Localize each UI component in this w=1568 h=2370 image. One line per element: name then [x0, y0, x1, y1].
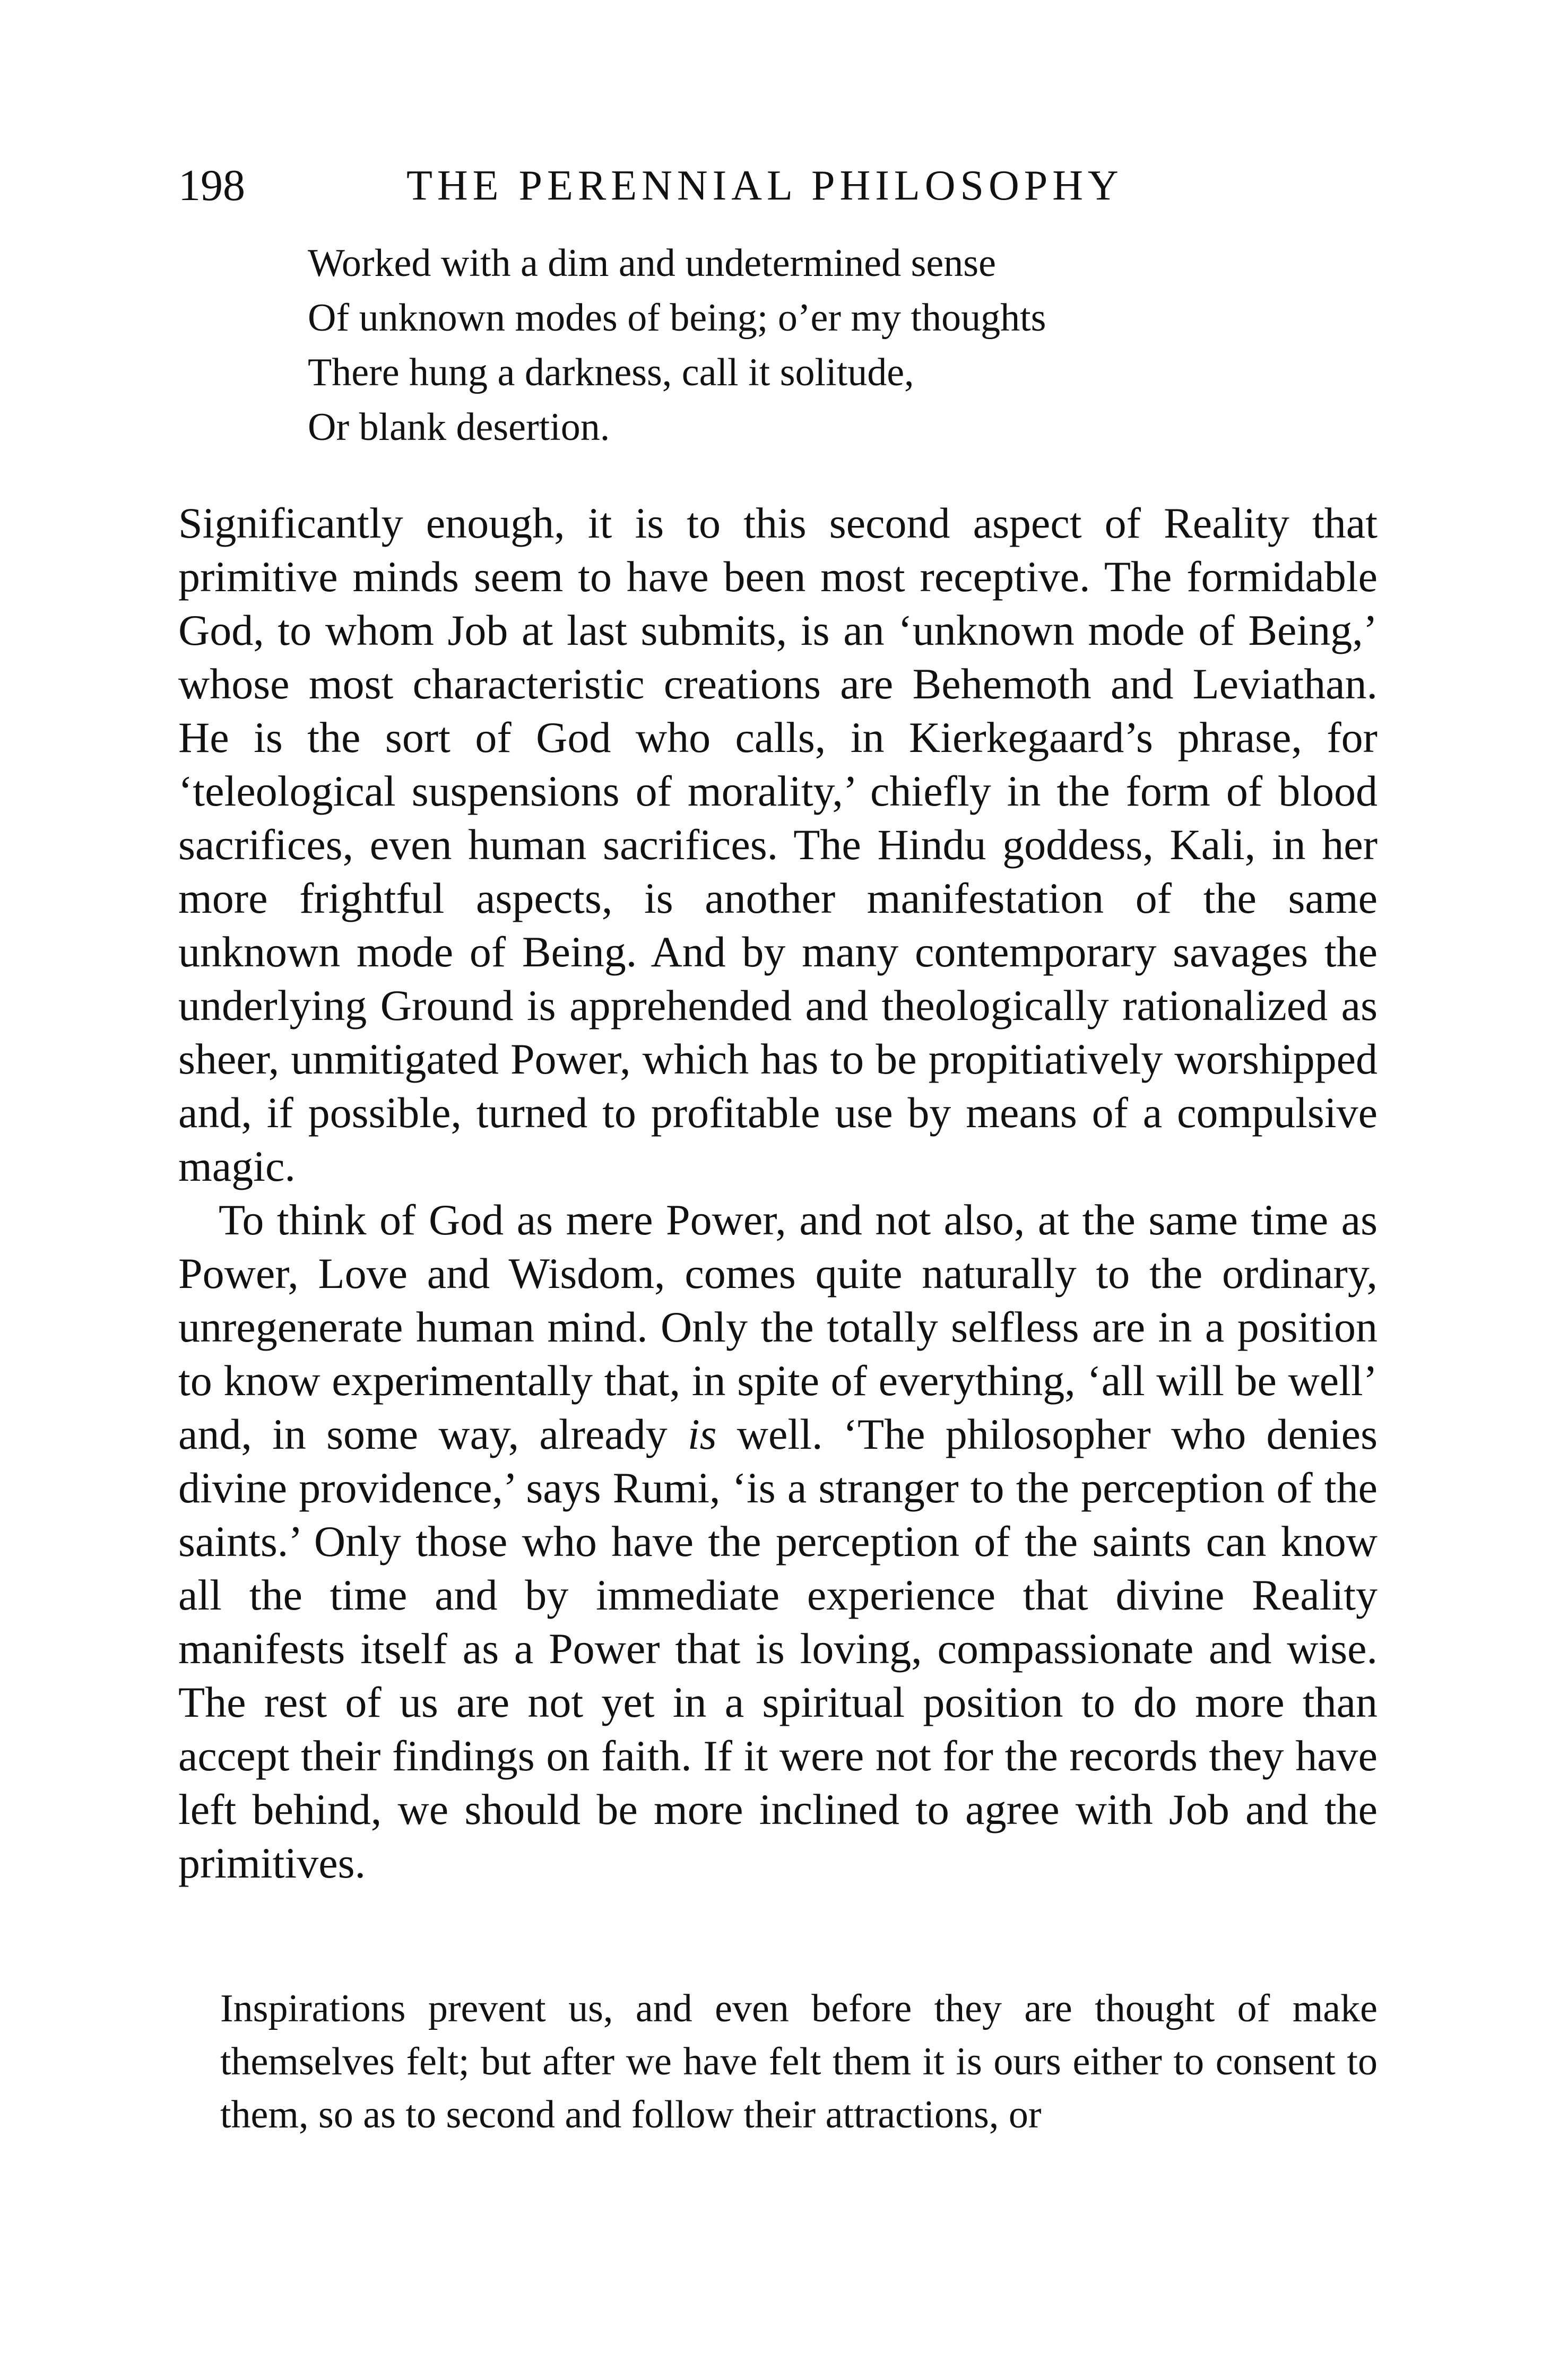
body-text: [178, 496, 1378, 1890]
page-number: 198: [178, 161, 245, 210]
paragraph-text: well. ‘The philosopher who denies divine providence,’ says Rumi, ‘is a stranger to the perception of the saints.’ Only those who have the perception of the saints can know all the time and by immediate experience that divine Reality manifests itself as a Power that is loving, compassionate and wise. The rest of us are not yet in a spiritual position to do more than accept their findings on faith. If it were not for the records they have left behind, we should be more inclined to agree with Job and the primitives.: [178, 1410, 1378, 1887]
paragraph: Significantly enough, it is to this second aspect of Reality that primitive minds seem to have been most receptive. The formidable God, to whom Job at last submits, is an ‘unknown mode of Being,’ whose most characteristic creations are Behemoth and Leviathan. He is the sort of God who calls, in Kierkegaard’s phrase, for ‘teleological suspensions of morality,’ chiefly in the form of blood sacrifices, even human sacrifices. The Hindu goddess, Kali, in her more frightful aspects, is another manifestation of the same unknown mode of Being. And by many contemporary savages the underlying Ground is apprehended and theologically rationalized as sheer, unmitigated Power, which has to be propitiatively worshipped and, if possible, turned to profitable use by means of a compulsive magic.: [178, 499, 1378, 1190]
verse-quotation: [308, 236, 1046, 455]
paragraph-text: To think of God as mere Power, and not also, at the same time as Power, Love and Wisdom, comes quite naturally to the ordinary, unregenerate human mind. Only the totally selfless are in a position to know experimentally that, in spite of everything, ‘all will be well’ and, in some way, already: [178, 1196, 1378, 1458]
verse-line: There hung a darkness, call it solitude,: [308, 351, 914, 394]
verse-line: Worked with a dim and undetermined sense: [308, 241, 996, 285]
block-quotation: Inspirations prevent us, and even before they are thought of make themselves felt; but after we have felt them it is ours either to consent to them, so as to second and follow their attractions, or: [220, 1987, 1378, 2137]
verse-line: Of unknown modes of being; o’er my thoughts: [308, 296, 1046, 340]
italic-emphasis: is: [687, 1410, 717, 1458]
page-header: [178, 157, 1378, 215]
paragraph: [178, 1193, 1378, 1890]
running-title: THE PERENNIAL PHILOSOPHY: [406, 162, 1123, 209]
verse-line: Or blank desertion.: [308, 405, 610, 449]
